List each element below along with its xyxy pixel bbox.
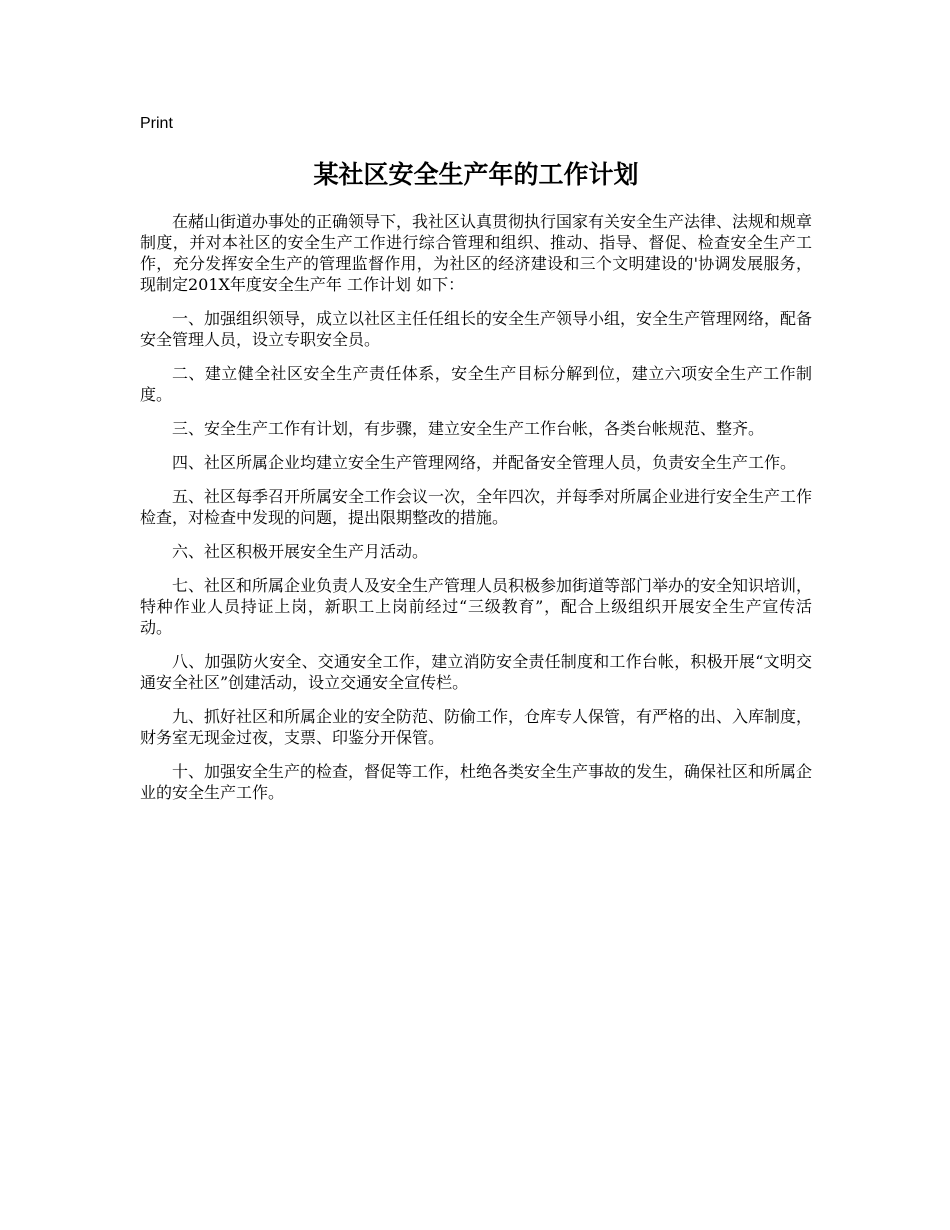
plan-item-6: 六、社区积极开展安全生产月活动。	[172, 542, 429, 561]
plan-item-9: 九、抓好社区和所属企业的安全防范、防偷工作，仓库专人保管，有严格的出、入库制度，财务室无现金过夜，支票、印鉴分开保管。	[140, 707, 813, 747]
plan-item-7: 七、社区和所属企业负责人及安全生产管理人员积极参加街道等部门举办的安全知识培训，特种作业人员持证上岗，新职工上岗前经过“三级教育”，配合上级组织开展安全生产宣传活动。	[140, 576, 813, 637]
plan-item-10: 十、加强安全生产的检查，督促等工作，杜绝各类安全生产事故的发生，确保社区和所属企业的安全生产工作。	[140, 762, 813, 802]
document-title: 某社区安全生产年的工作计划	[313, 160, 639, 189]
plan-item-5: 五、社区每季召开所属安全工作会议一次，全年四次，并每季对所属企业进行安全生产工作检查，对检查中发现的问题，提出限期整改的措施。	[140, 487, 813, 527]
plan-item-2: 二、建立健全社区安全生产责任体系，安全生产目标分解到位，建立六项安全生产工作制度。	[140, 364, 812, 404]
plan-item-8: 八、加强防火安全、交通安全工作，建立消防安全责任制度和工作台帐，积极开展“文明交通安全社区”创建活动，设立交通安全宣传栏。	[140, 652, 812, 692]
document-body	[140, 211, 812, 816]
plan-item-3: 三、安全生产工作有计划，有步骤，建立安全生产工作台帐，各类台帐规范、整齐。	[172, 419, 765, 438]
print-label: Print	[140, 115, 173, 132]
intro-paragraph: 在赭山街道办事处的正确领导下，我社区认真贯彻执行国家有关安全生产法律、法规和规章制度，并对本社区的安全生产工作进行综合管理和组织、推动、指导、督促、检查安全生产工作，充分发挥安全生产的管理监督作用，为社区的经济建设和三个文明建设的'协调发展服务，现制定201X年度安全生产年 工作计划 如下：	[140, 212, 813, 294]
plan-item-4: 四、社区所属企业均建立安全生产管理网络，并配备安全管理人员，负责安全生产工作。	[172, 453, 797, 472]
plan-item-1: 一、加强组织领导，成立以社区主任任组长的安全生产领导小组，安全生产管理网络，配备安全管理人员，设立专职安全员。	[140, 309, 813, 349]
